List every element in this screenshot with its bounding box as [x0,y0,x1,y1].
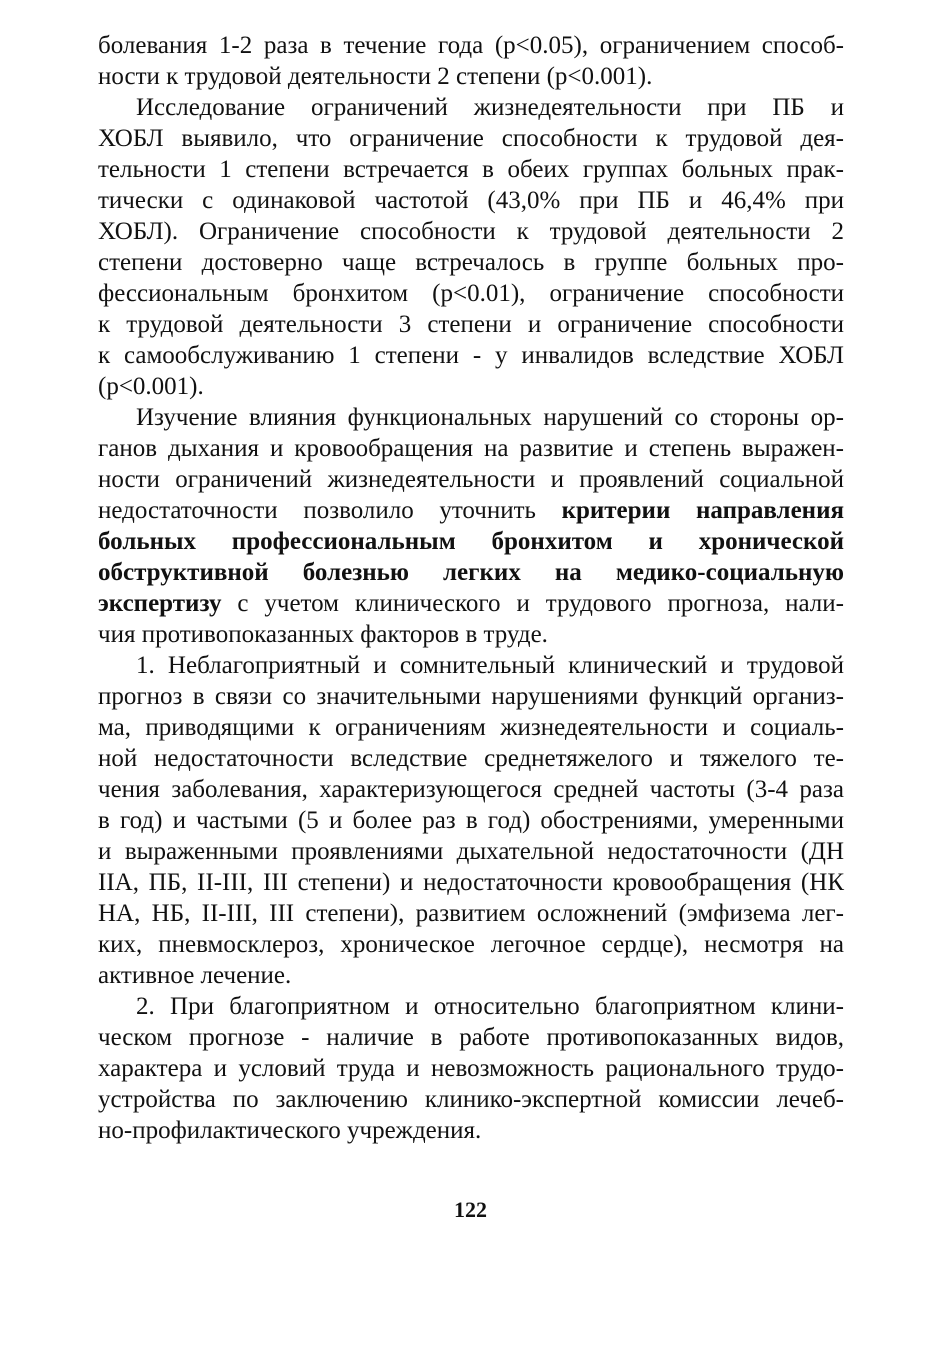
bold-text-segment: больных профессиональным бронхитом и хронической [98,528,844,555]
paragraph-2 [98,92,844,402]
text-segment: но-профилактического учреждения. [98,1117,482,1144]
text-line [98,805,844,836]
text-segment: ких, пневмосклероз, хроническое легочное сердце), несмотря на [98,931,844,958]
text-line [98,61,844,92]
text-segment: в год) и частыми (5 и более раз в год) обострениями, умеренными [98,807,844,834]
text-line [98,402,844,433]
text-segment: к самообслуживанию 1 степени - у инвалидов вследствие ХОБЛ [98,342,844,369]
text-segment: 1. Неблагоприятный и сомнительный клинический и трудовой [136,652,844,679]
text-line [98,650,844,681]
text-line [98,123,844,154]
text-line [98,154,844,185]
text-line [98,557,844,588]
text-line [98,185,844,216]
text-segment: тельности 1 степени встречается в обеих группах больных прак- [98,156,844,183]
text-line [98,1053,844,1084]
text-line [98,340,844,371]
page-number: 122 [454,1197,487,1222]
text-segment: ХОБЛ). Ограничение способности к трудовой деятельности 2 [98,218,844,245]
text-segment: ной недостаточности вследствие среднетяжелого и тяжелого те- [98,745,844,772]
text-line [98,216,844,247]
text-segment: ности к трудовой деятельности 2 степени (р<0.001). [98,63,653,90]
text-segment: степени достоверно чаще встречалось в группе больных про- [98,249,844,276]
text-line [98,991,844,1022]
text-line [98,774,844,805]
text-segment: активное лечение. [98,962,292,989]
text-segment: недостаточности позволило уточнить [98,497,562,524]
text-line [98,929,844,960]
text-line [98,681,844,712]
text-line [98,836,844,867]
text-line [98,712,844,743]
paragraph-5 [98,991,844,1146]
text-segment: ческом прогнозе - наличие в работе противопоказанных видов, [98,1024,844,1051]
text-segment: IIA, ПБ, II-III, III степени) и недостаточности кровообращения (НК [98,869,844,896]
text-line [98,960,844,991]
text-line [98,30,844,61]
text-segment: тически с одинаковой частотой (43,0% при ПБ и 46,4% при [98,187,844,214]
text-line [98,1022,844,1053]
text-segment: чия противопоказанных факторов в труде. [98,621,548,648]
text-line [98,1084,844,1115]
text-line [98,1115,844,1146]
text-segment: ности ограничений жизнедеятельности и проявлений социальной [98,466,844,493]
text-line [98,464,844,495]
text-segment: ганов дыхания и кровообращения на развитие и степень выражен- [98,435,844,462]
bold-text-segment: экспертизу [98,590,222,617]
text-segment: ХОБЛ выявило, что ограничение способности к трудовой дея- [98,125,844,152]
text-segment: устройства по заключению клинико-экспертной комиссии лечеб- [98,1086,844,1113]
text-segment: болевания 1-2 раза в течение года (р<0.05), ограничением способ- [98,32,844,59]
text-segment: 2. При благоприятном и относительно благоприятном клини- [136,993,844,1020]
text-line [98,309,844,340]
text-segment: чения заболевания, характеризующегося средней частоты (3-4 раза [98,776,844,803]
text-segment: НА, НБ, II-III, III степени), развитием осложнений (эмфизема лег- [98,900,844,927]
text-segment: с учетом клинического и трудового прогноза, нали- [221,590,844,617]
text-line [98,588,844,619]
text-segment: Изучение влияния функциональных нарушений со стороны ор- [136,404,844,431]
text-line [98,495,844,526]
text-line [98,92,844,123]
text-line [98,743,844,774]
text-line [98,247,844,278]
text-line [98,619,844,650]
text-segment: к трудовой деятельности 3 степени и ограничение способности [98,311,844,338]
paragraph-3 [98,402,844,650]
text-line [98,433,844,464]
text-segment: Исследование ограничений жизнедеятельности при ПБ и [136,94,844,121]
text-segment: ма, приводящими к ограничениям жизнедеятельности и социаль- [98,714,844,741]
text-segment: прогноз в связи со значительными нарушениями функций организ- [98,683,844,710]
text-line [98,278,844,309]
text-segment: характера и условий труда и невозможность рационального трудо- [98,1055,844,1082]
paragraph-4 [98,650,844,991]
bold-text-segment: обструктивной болезнью легких на медико-социальную [98,559,844,586]
text-segment: фессиональным бронхитом (р<0.01), ограничение способности [98,280,844,307]
text-line [98,898,844,929]
text-line [98,526,844,557]
bold-text-segment: критерии направления [561,497,844,524]
document-page [98,30,844,1146]
text-line [98,371,844,402]
text-segment: (р<0.001). [98,373,204,400]
text-line [98,867,844,898]
paragraph-1 [98,30,844,92]
text-segment: и выраженными проявлениями дыхательной недостаточности (ДН [98,838,844,865]
